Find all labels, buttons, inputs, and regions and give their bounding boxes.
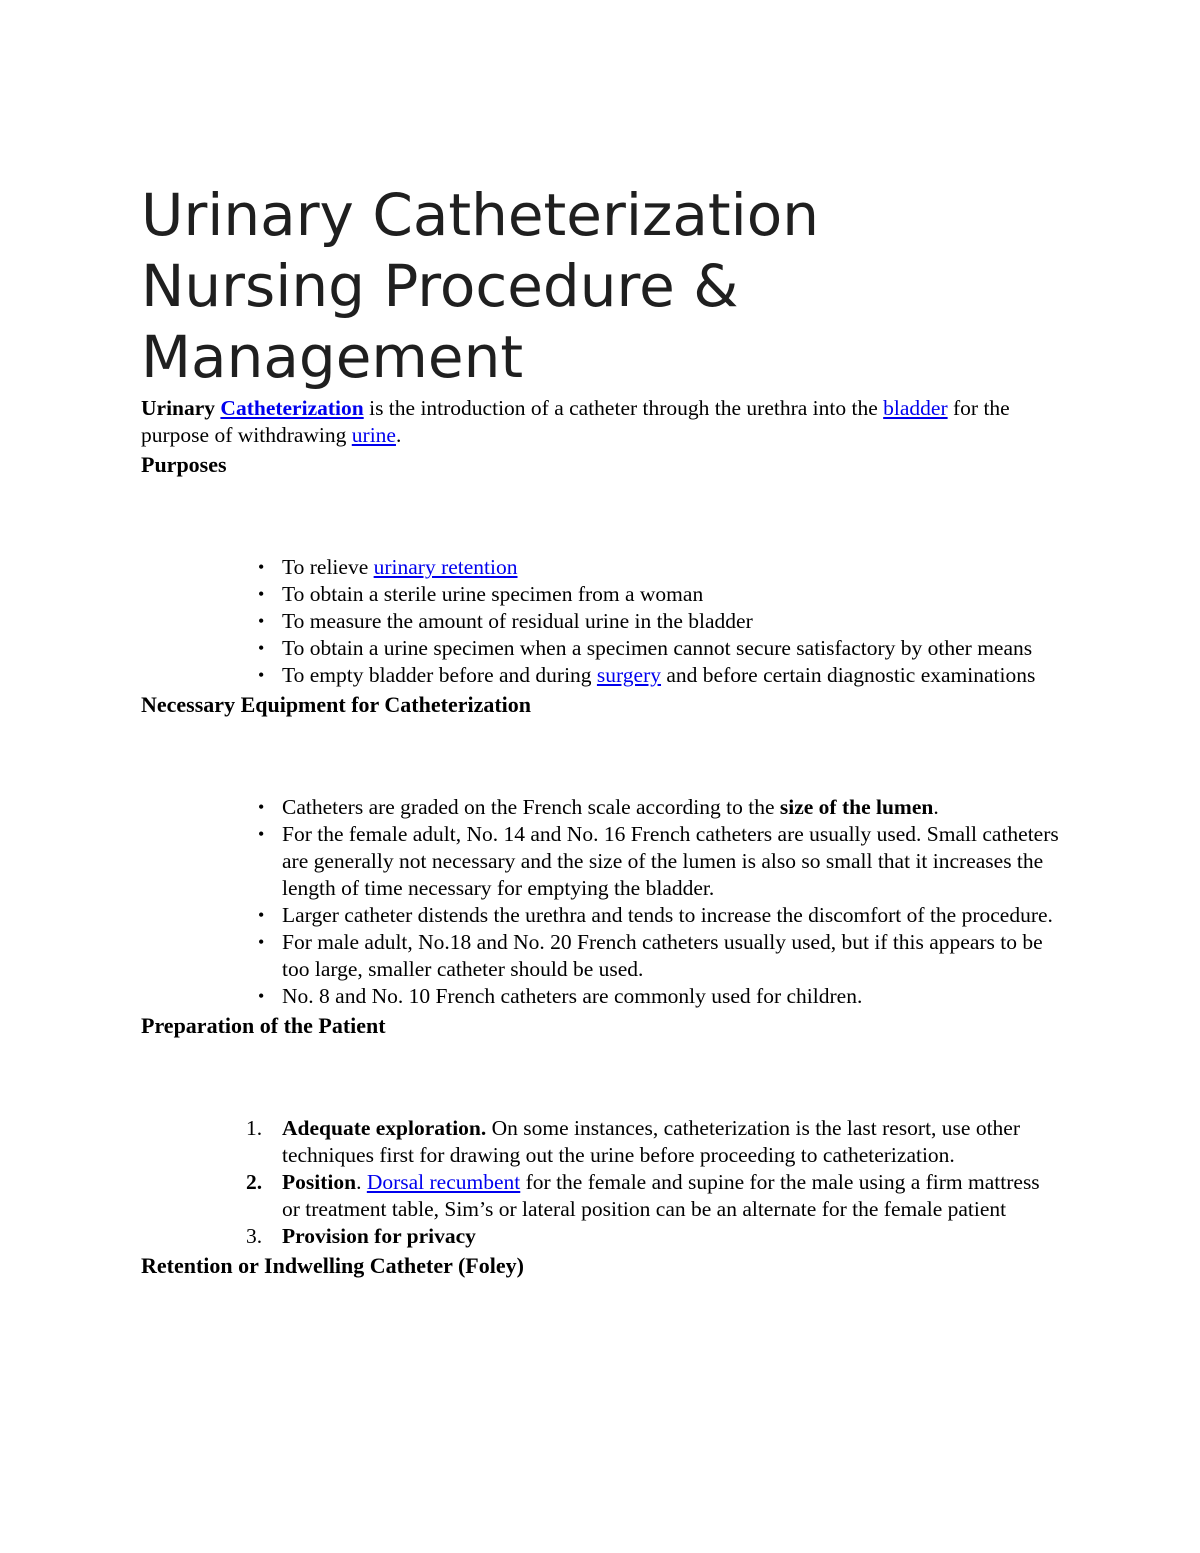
bullet-icon: • [258,557,265,577]
list-item [141,581,1061,608]
list-item [141,1115,1061,1169]
list-number: 2. [246,1170,263,1194]
list-item-text: Larger catheter distends the urethra and tends to increase the discomfort of the procedure. [282,903,1053,927]
list-item [141,1169,1061,1223]
list-number: 3. [246,1224,263,1248]
title-line-3: Management [141,323,524,391]
list-item-text: For male adult, No.18 and No. 20 French catheters usually used, but if this appears to be too large, smaller catheter should be used. [282,930,1043,981]
link-surgery[interactable]: surgery [596,663,662,687]
link-catheterization[interactable]: Catheterization [220,396,364,420]
list-item [141,983,1061,1010]
document-page [141,180,1061,1280]
list-item [141,902,1061,929]
list-item-text: and before certain diagnostic examinations [661,663,1036,687]
bullet-icon: • [258,824,265,844]
list-item-text: To measure the amount of residual urine in the bladder [282,609,753,633]
intro-lead: Urinary [141,396,221,420]
list-item-text: On some instances, catheterization is the last resort, use other techniques first for drawing out the urine before proceeding to catheterization. [282,1116,1021,1167]
list-item [141,635,1061,662]
list-item-text: No. 8 and No. 10 French catheters are commonly used for children. [282,984,863,1008]
list-item [141,1223,1061,1250]
heading-equipment: Necessary Equipment for Catheterization [141,692,532,717]
list-item-text: To empty bladder before and during [282,663,597,687]
link-bladder[interactable]: bladder [883,396,948,420]
bullet-icon: • [258,665,265,685]
list-item [141,662,1061,689]
list-item-text: To obtain a urine specimen when a specimen cannot secure satisfactory by other means [282,636,1033,660]
list-item-text: . [356,1170,367,1194]
preparation-list [141,1115,1061,1250]
title-line-2: Nursing Procedure & [141,252,739,320]
link-dorsal-recumbent[interactable]: Dorsal recumbent [366,1170,521,1194]
document-title [141,180,1061,393]
list-item-text: For the female adult, No. 14 and No. 16 French catheters are usually used. Small catheters are generally not necessary and the size of the lumen is also so small that it increases the length of time necessary for emptying the bladder. [282,822,1059,900]
title-line-1: Urinary Catheterization [141,181,820,249]
heading-purposes: Purposes [141,452,227,477]
list-item-bold: size of the lumen [779,795,934,819]
heading-retention: Retention or Indwelling Catheter (Foley) [141,1253,524,1278]
list-item [141,554,1061,581]
bullet-icon: • [258,611,265,631]
list-number: 1. [246,1116,263,1140]
bullet-icon: • [258,986,265,1006]
equipment-list [141,794,1061,1010]
list-item-text: for the female and supine for the male using a firm mattress or treatment table, Sim’s or lateral position can be an alternate for the female patient [282,1170,1040,1221]
list-item-text: Catheters are graded on the French scale according to the [282,795,780,819]
intro-text-2: for the purpose of withdrawing [141,396,1010,447]
list-item-bold: Adequate exploration. [282,1116,487,1140]
intro-text-1: is the introduction of a catheter through the urethra into the [363,396,884,420]
list-item [141,929,1061,983]
list-item [141,794,1061,821]
list-item [141,821,1061,902]
bullet-icon: • [258,905,265,925]
bullet-icon: • [258,584,265,604]
list-item [141,608,1061,635]
bullet-icon: • [258,797,265,817]
intro-paragraph [141,395,1061,449]
list-item-text: To obtain a sterile urine specimen from a woman [282,582,704,606]
list-item-bold: Position [282,1170,357,1194]
heading-preparation: Preparation of the Patient [141,1013,386,1038]
intro-text-3: . [395,423,402,447]
link-urinary-retention[interactable]: urinary retention [373,555,518,579]
list-item-bold: Provision for privacy [282,1224,476,1248]
purposes-list [141,554,1061,689]
list-item-text: To relieve [282,555,374,579]
list-item-text: . [933,795,939,819]
link-urine[interactable]: urine [351,423,396,447]
bullet-icon: • [258,932,265,952]
bullet-icon: • [258,638,265,658]
